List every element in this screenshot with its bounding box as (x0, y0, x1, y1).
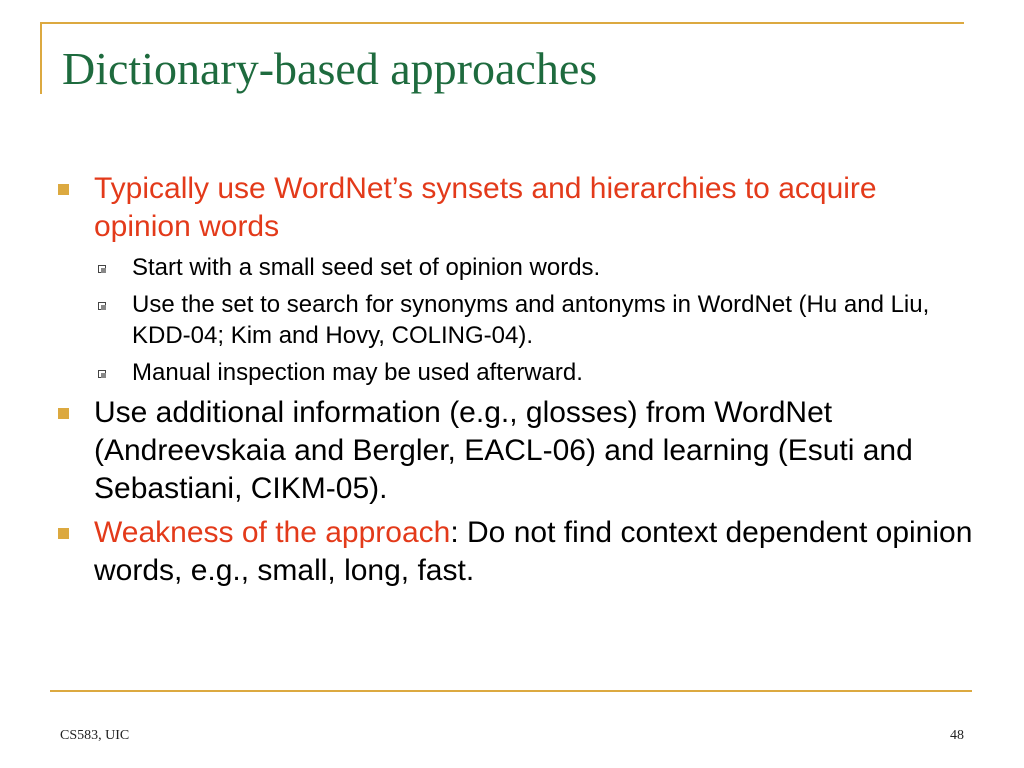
sub-bullet-3 (58, 357, 978, 388)
footer-rule (50, 690, 972, 692)
hollow-square-bullet-icon (98, 370, 106, 378)
sub-bullet-3-text: Manual inspection may be used afterward. (132, 359, 583, 386)
bullet-3-highlight: Weakness of the approach (94, 516, 451, 549)
sub-bullet-2-text: Use the set to search for synonyms and antonyms in WordNet (Hu and Liu, KDD-04; Kim and Hovy, COLING-04). (132, 291, 930, 349)
square-bullet-icon (58, 528, 69, 539)
frame-top-rule (40, 22, 964, 24)
frame-left-rule (40, 22, 42, 94)
footer-course: CS583, UIC (60, 728, 130, 743)
slide-title: Dictionary-based approaches (62, 43, 598, 94)
bullet-1-text: Typically use WordNet’s synsets and hierarchies to acquire opinion words (94, 172, 877, 243)
hollow-square-bullet-icon (98, 302, 106, 310)
page-number: 48 (950, 728, 964, 743)
bullet-2 (58, 394, 978, 508)
bullet-2-text: Use additional information (e.g., glosses) from WordNet (Andreevskaia and Bergler, EACL-06) and learning (Esuti and Sebastiani, CIKM-05). (94, 396, 913, 505)
sub-bullet-1-text: Start with a small seed set of opinion words. (132, 254, 601, 281)
sub-bullet-2 (58, 289, 978, 351)
hollow-square-bullet-icon (98, 265, 106, 273)
slide-content (58, 170, 978, 596)
square-bullet-icon (58, 408, 69, 419)
bullet-3 (58, 514, 978, 590)
bullet-1 (58, 170, 978, 246)
bullet-3-text: : Do not find context dependent opinion words, e.g., small, long, fast. (94, 516, 973, 587)
square-bullet-icon (58, 184, 69, 195)
sub-bullet-1 (58, 252, 978, 283)
